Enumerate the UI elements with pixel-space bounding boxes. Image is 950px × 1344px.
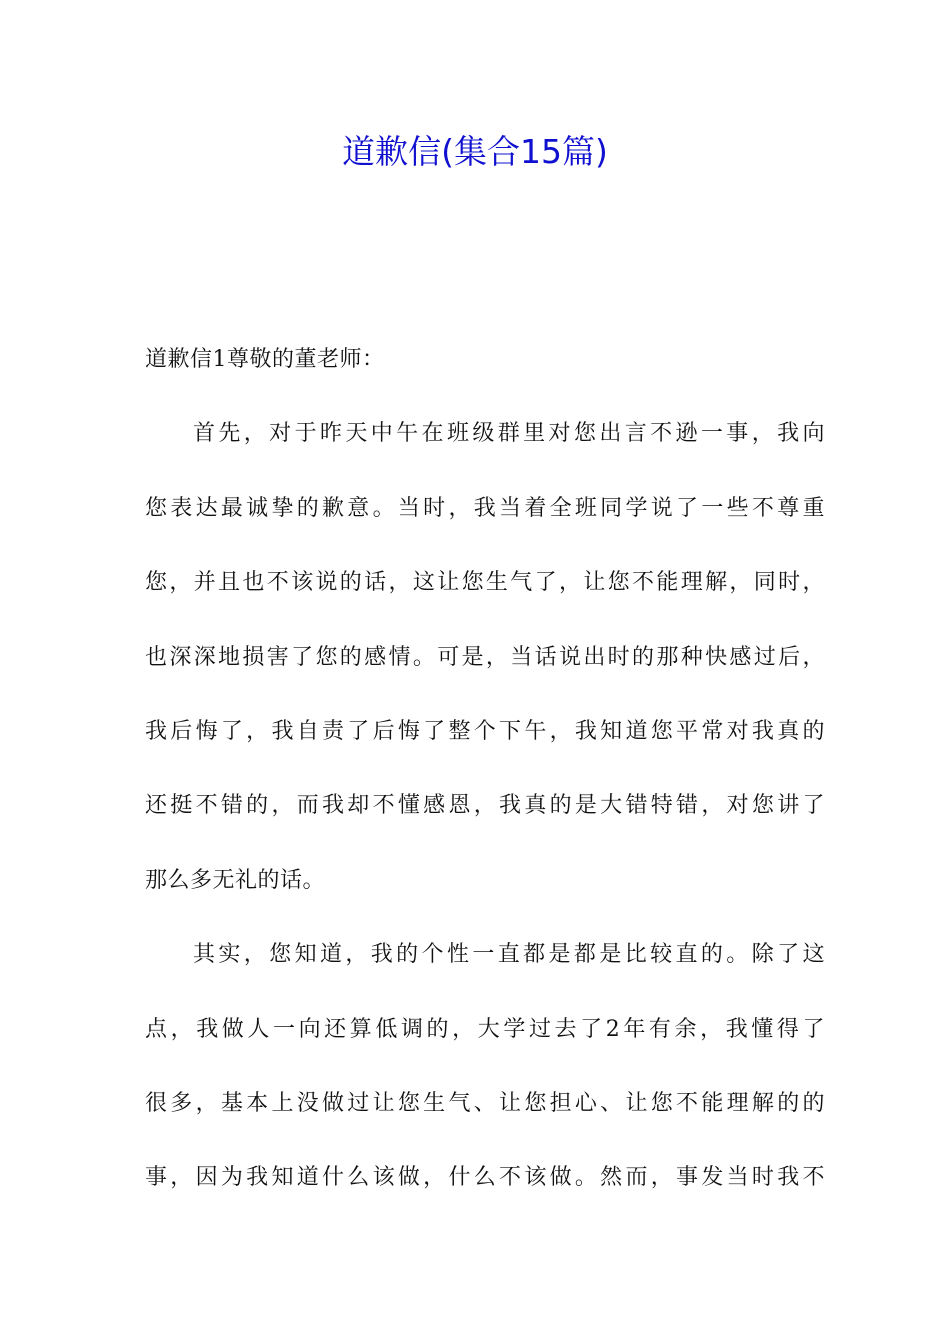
paragraph-line: 首先，对于昨天中午在班级群里对您出言不逊一事，我向 — [193, 421, 825, 447]
letter-body — [145, 334, 825, 1227]
paragraph-line: 很多，基本上没做过让您生气、让您担心、让您不能理解的的 — [145, 1090, 825, 1116]
document-title: 道歉信(集合15篇) — [342, 132, 608, 171]
paragraph-line: 那么多无礼的话。 — [145, 867, 326, 893]
paragraph-line: 事，因为我知道什么该做，什么不该做。然而，事发当时我不 — [145, 1165, 825, 1191]
paragraph-line: 其实，您知道，我的个性一直都是都是比较直的。除了这 — [193, 942, 825, 968]
paragraph-line: 您，并且也不该说的话，这让您生气了，让您不能理解，同时， — [145, 570, 825, 596]
paragraph-line: 还挺不错的，而我却不懂感恩，我真的是大错特错，对您讲了 — [145, 793, 825, 819]
paragraph-line: 点，我做人一向还算低调的，大学过去了2年有余，我懂得了 — [145, 1016, 825, 1042]
paragraph-line: 也深深地损害了您的感情。可是，当话说出时的那种快感过后， — [145, 644, 825, 670]
letter-salutation: 道歉信1尊敬的董老师： — [145, 347, 385, 372]
paragraph-line: 您表达最诚挚的歉意。当时，我当着全班同学说了一些不尊重 — [145, 495, 825, 521]
paragraph-line: 我后悔了，我自责了后悔了整个下午，我知道您平常对我真的 — [145, 718, 825, 744]
